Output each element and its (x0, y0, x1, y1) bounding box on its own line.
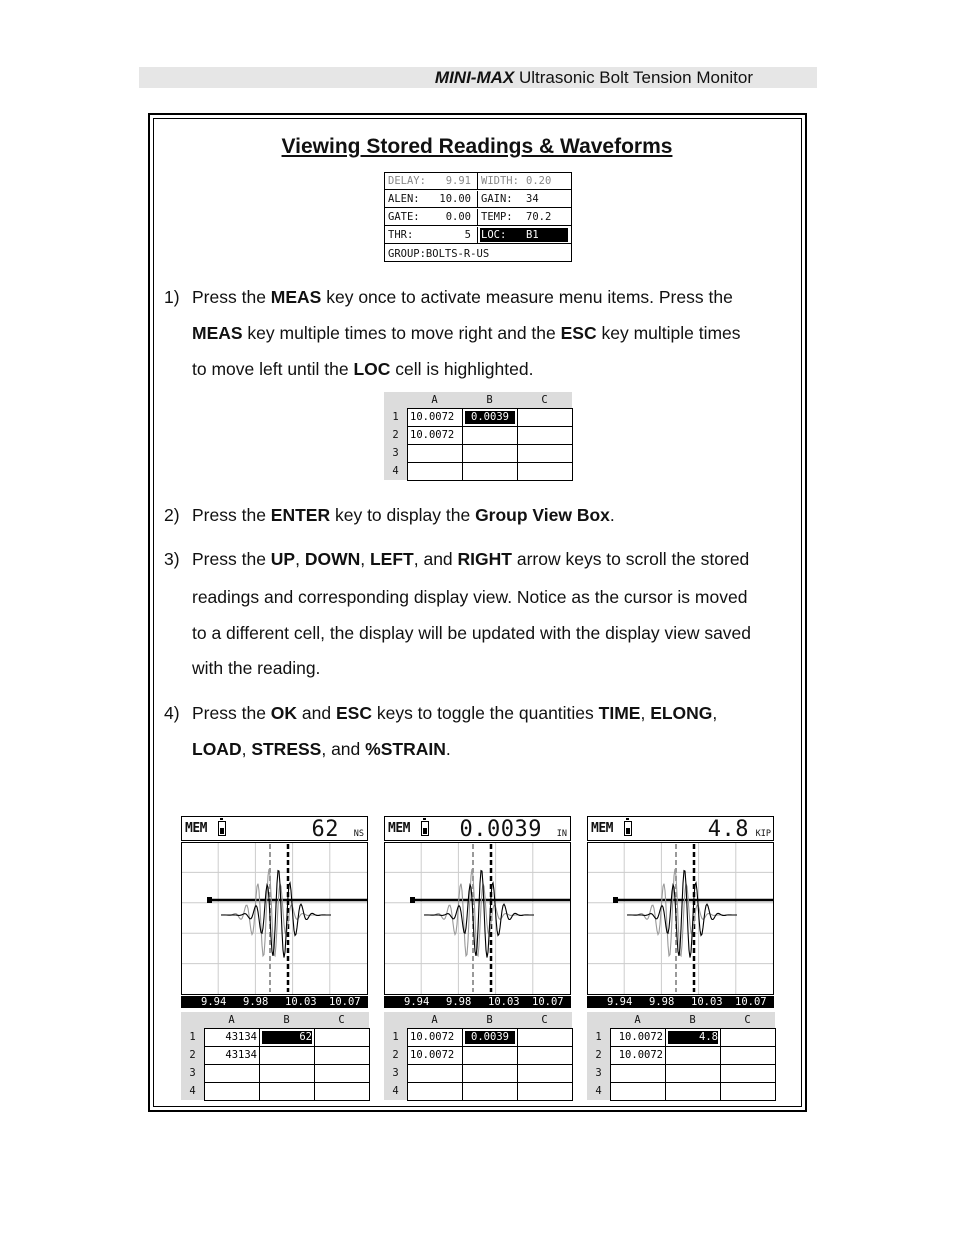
grid-row-header: 1 (595, 1031, 602, 1043)
grid-cell (314, 1064, 370, 1083)
grid-row-header: 1 (392, 411, 399, 423)
grid-row-header: 3 (595, 1067, 602, 1079)
grid-cell (462, 1082, 518, 1101)
grid-cell-value: 10.0072 (410, 1049, 455, 1061)
scale-tick-label: 9.94 (201, 996, 227, 1008)
grid-row-header: 4 (595, 1085, 602, 1097)
grid-row-header: 2 (189, 1049, 196, 1061)
grid-cell-value: 62 (299, 1031, 312, 1043)
mem-label: MEM (388, 821, 410, 836)
grid-col-header: C (541, 1014, 548, 1026)
grid-col-header: C (541, 394, 548, 406)
screen-view (587, 816, 776, 1100)
grid-cell (720, 1064, 776, 1083)
grid-row-header: 2 (392, 1049, 399, 1061)
screen-view (181, 816, 370, 1100)
battery-icon (624, 821, 632, 836)
grid-col-header: A (228, 1014, 235, 1026)
grid-cell (720, 1046, 776, 1065)
scale-tick-label: 10.03 (691, 996, 723, 1008)
waveform-area (587, 842, 774, 995)
grid-col-header: C (338, 1014, 345, 1026)
grid-cell (517, 1082, 573, 1101)
screen-grid (384, 1012, 572, 1100)
plot-border (385, 843, 571, 995)
grid-cell (204, 1064, 260, 1083)
header-subtitle: Ultrasonic Bolt Tension Monitor (518, 68, 753, 87)
grid-cell (462, 1064, 518, 1083)
scale-tick-label: 10.07 (735, 996, 767, 1008)
grid-cell (462, 462, 518, 481)
settings-row: GATE: 0.00 TEMP: 70.2 (385, 209, 571, 226)
time-scale (587, 996, 774, 1008)
grid-cell-value: 10.0072 (410, 429, 455, 441)
grid-col-header: A (431, 394, 438, 406)
reading-unit: NS (353, 829, 364, 839)
screen-grid (587, 1012, 775, 1100)
time-scale (384, 996, 571, 1008)
group-view-grid (384, 392, 572, 480)
grid-cell (720, 1028, 776, 1047)
grid-cell (204, 1046, 260, 1065)
grid-cell (517, 1064, 573, 1083)
grid-cell-selected (462, 1028, 518, 1047)
waveform-area (384, 842, 571, 995)
reading-unit: KIP (755, 829, 771, 839)
grid-col-header: B (283, 1014, 290, 1026)
screen-status-bar (587, 816, 774, 841)
grid-cell-value: 10.0072 (618, 1031, 663, 1043)
grid-cell (517, 408, 573, 427)
scale-tick-label: 10.07 (532, 996, 564, 1008)
grid-cell-value: 0.0039 (471, 1031, 509, 1043)
grid-cell (314, 1028, 370, 1047)
scale-tick-label: 10.03 (285, 996, 317, 1008)
grid-cell-value: 10.0072 (410, 411, 455, 423)
scale-tick-label: 9.98 (649, 996, 675, 1008)
grid-cell (665, 1046, 721, 1065)
reading-value: 62 (311, 817, 339, 842)
grid-cell-value: 43134 (225, 1031, 257, 1043)
grid-cell (407, 1028, 463, 1047)
settings-row: DELAY: 9.91 WIDTH: 0.20 (385, 173, 571, 190)
grid-cell (517, 1046, 573, 1065)
scale-tick-label: 9.94 (607, 996, 633, 1008)
grid-cell (407, 1082, 463, 1101)
plot-border (182, 843, 368, 995)
page-title: Viewing Stored Readings & Waveforms (281, 135, 673, 158)
waveform-plot (181, 842, 368, 995)
grid-row-header: 4 (392, 465, 399, 477)
grid-cell (259, 1064, 315, 1083)
waveform-plot (587, 842, 774, 995)
grid-col-header: B (486, 394, 493, 406)
grid-cell-value: 0.0039 (471, 411, 509, 423)
battery-icon (218, 821, 226, 836)
grid-row-header: 1 (392, 1031, 399, 1043)
grid-cell-value: 43134 (225, 1049, 257, 1061)
header-text (435, 68, 753, 87)
plot-border (588, 843, 774, 995)
grid-row-header: 4 (189, 1085, 196, 1097)
grid-col-header: B (486, 1014, 493, 1026)
settings-row: THR: 5 LOC: B1 (385, 227, 571, 244)
waveform-plot (384, 842, 571, 995)
grid-cell (462, 444, 518, 463)
grid-cell (610, 1064, 666, 1083)
grid-cell-value: 10.0072 (410, 1031, 455, 1043)
grid-cell (720, 1082, 776, 1101)
grid-cell (462, 426, 518, 445)
grid-cell (407, 444, 463, 463)
grid-row-header: 3 (392, 1067, 399, 1079)
grid-col-header: C (744, 1014, 751, 1026)
mem-label: MEM (591, 821, 613, 836)
grid-row-header: 1 (189, 1031, 196, 1043)
gate-start (207, 897, 212, 903)
grid-cell (407, 1046, 463, 1065)
grid-cell (204, 1082, 260, 1101)
grid-cell (665, 1082, 721, 1101)
scale-tick-label: 10.03 (488, 996, 520, 1008)
time-scale (181, 996, 368, 1008)
group-label: GROUP:BOLTS-R-US (388, 248, 490, 260)
waveform-area (181, 842, 368, 995)
grid-cell (204, 1028, 260, 1047)
grid-row-header: 3 (392, 447, 399, 459)
grid-cell-selected (665, 1028, 721, 1047)
screen-view (384, 816, 573, 1100)
grid-cell (517, 462, 573, 481)
grid-cell-selected (259, 1028, 315, 1047)
screen-status-bar (384, 816, 571, 841)
grid-cell (462, 1046, 518, 1065)
scale-tick-label: 10.07 (329, 996, 361, 1008)
reading-value: 4.8 (707, 817, 749, 842)
grid-cell (259, 1082, 315, 1101)
grid-cell (517, 1028, 573, 1047)
scale-tick-label: 9.98 (243, 996, 269, 1008)
grid-cell-value: 10.0072 (618, 1049, 663, 1061)
grid-row-header: 2 (595, 1049, 602, 1061)
grid-col-header: B (689, 1014, 696, 1026)
screen-status-bar (181, 816, 368, 841)
grid-cell (610, 1028, 666, 1047)
grid-cell (610, 1046, 666, 1065)
settings-box (384, 172, 572, 262)
grid-cell (517, 444, 573, 463)
grid-cell (517, 426, 573, 445)
scale-tick-label: 9.94 (404, 996, 430, 1008)
grid-cell (407, 426, 463, 445)
settings-row: ALEN: 10.00 GAIN: 34 (385, 191, 571, 208)
grid-row-header: 2 (392, 429, 399, 441)
screen-grid (181, 1012, 369, 1100)
grid-cell (610, 1082, 666, 1101)
scale-tick-label: 9.98 (446, 996, 472, 1008)
grid-cell (407, 462, 463, 481)
grid-row-header: 3 (189, 1067, 196, 1079)
reading-value: 0.0039 (459, 817, 542, 842)
page-header (139, 67, 817, 88)
grid-cell (259, 1046, 315, 1065)
grid-cell (407, 1064, 463, 1083)
gate-start (613, 897, 618, 903)
gate-start (410, 897, 415, 903)
reading-unit: IN (556, 829, 567, 839)
grid-cell (314, 1082, 370, 1101)
grid-col-header: A (634, 1014, 641, 1026)
mem-label: MEM (185, 821, 207, 836)
grid-cell (314, 1046, 370, 1065)
grid-cell (407, 408, 463, 427)
grid-cell-value: 4.8 (699, 1031, 718, 1043)
header-brand: MINI-MAX (434, 68, 515, 87)
grid-row-header: 4 (392, 1085, 399, 1097)
grid-cell (665, 1064, 721, 1083)
grid-col-header: A (431, 1014, 438, 1026)
grid-cell-selected (462, 408, 518, 427)
battery-icon (421, 821, 429, 836)
